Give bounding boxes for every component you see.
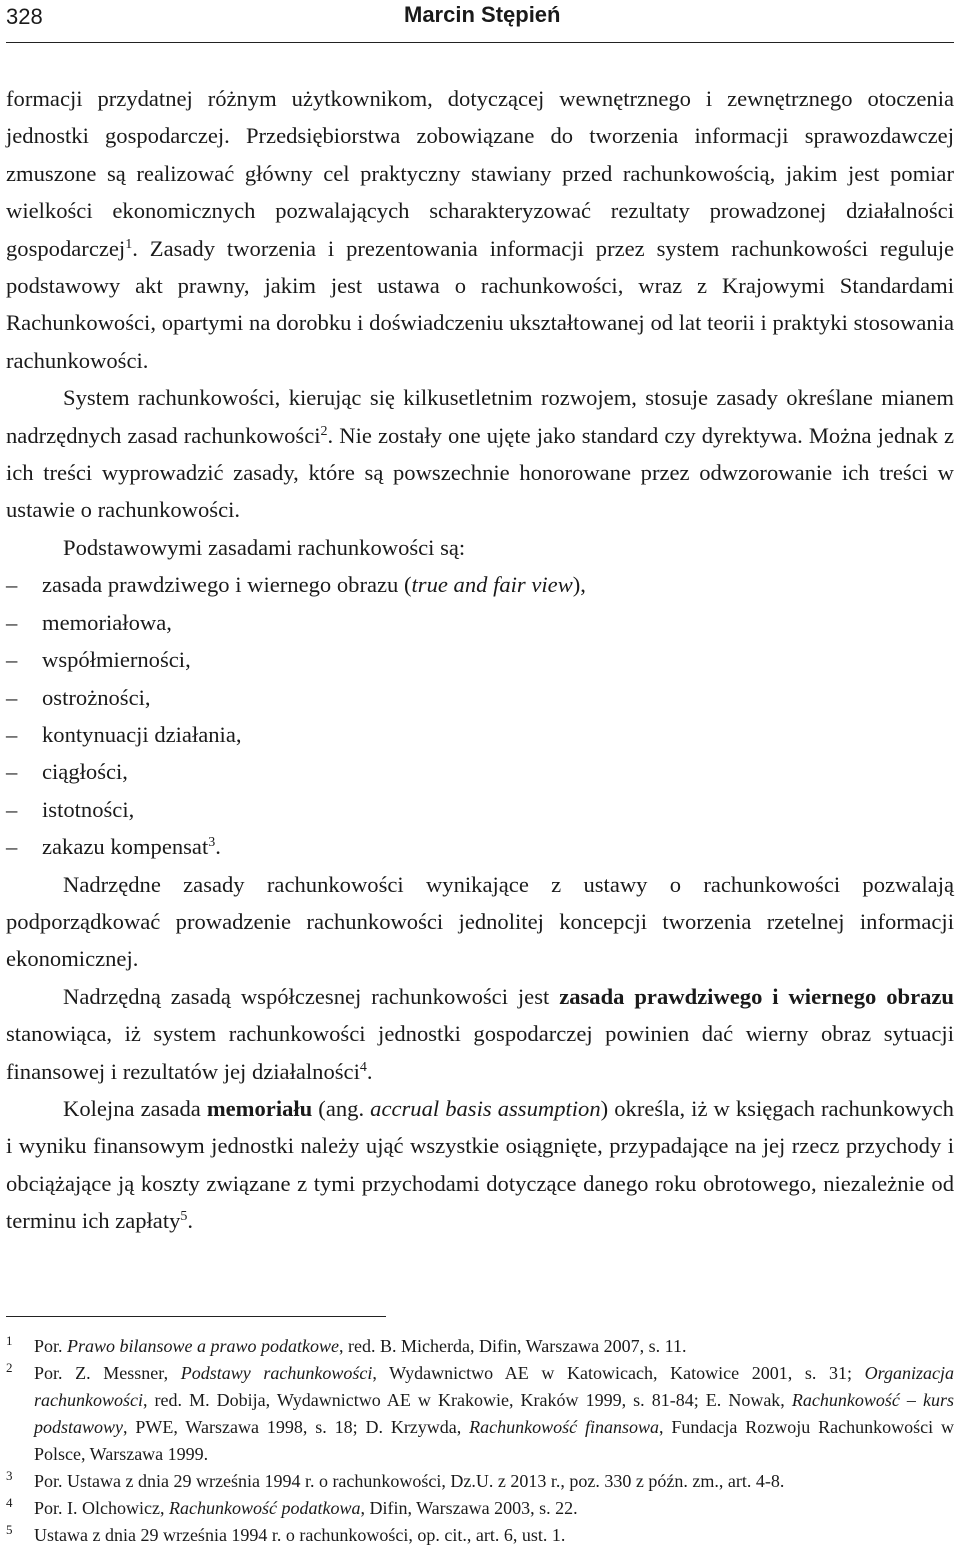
footnotes — [6, 1333, 954, 1549]
running-header — [6, 0, 954, 40]
list-item — [6, 716, 954, 753]
list-item — [6, 828, 954, 865]
footnote-title: Rachunkowość finansowa — [469, 1417, 660, 1437]
footnote-text: , red. B. Micherda, Difin, Warszawa 2007, s. 11. — [339, 1336, 687, 1356]
footnote-text: Por. I. Olchowicz, — [34, 1498, 169, 1518]
footnote-title: Organizacja rachunkowości — [34, 1363, 955, 1410]
list-item — [6, 604, 954, 641]
dash-bullet: – — [6, 796, 18, 822]
paragraph — [6, 379, 954, 529]
header-rule — [6, 42, 954, 43]
footnote-5 — [6, 1522, 954, 1549]
footnote-text: Por. Z. Messner, — [34, 1363, 181, 1383]
list-item-text: memoriałowa, — [42, 609, 172, 635]
list-item — [6, 679, 954, 716]
footnote-ref[interactable]: 2 — [320, 423, 328, 439]
paragraph — [6, 1090, 954, 1240]
footnote-title: Podstawy rachunkowości — [180, 1363, 373, 1383]
paragraph — [6, 866, 954, 978]
dash-bullet: – — [6, 834, 18, 860]
footnote-number: 3 — [6, 1468, 13, 1483]
footnote-title: Rachunkowość – kurs podstawowy — [34, 1390, 954, 1437]
footnote-text: , Fundacja Rozwoju Rachunkowości w Polsce, Warszawa 1999. — [34, 1417, 954, 1464]
paragraph-text: Nadrzędną zasadą współczesnej rachunkowości jest — [63, 983, 560, 1009]
list-item — [6, 641, 954, 678]
paragraph-text: Kolejna zasada — [63, 1095, 207, 1121]
paragraph-text: . — [187, 1208, 194, 1234]
footnote-separator — [6, 1316, 386, 1317]
dash-bullet: – — [6, 647, 18, 673]
list-item-text: ciągłości, — [42, 759, 128, 785]
dash-bullet: – — [6, 759, 18, 785]
footnote-ref[interactable]: 3 — [208, 835, 216, 851]
italic-term: accrual basis assumption — [370, 1095, 601, 1121]
footnote-text: Ustawa z dnia 29 września 1994 r. o rachunkowości, op. cit., art. 6, ust. 1. — [34, 1525, 566, 1545]
footnote-ref[interactable]: 4 — [359, 1059, 367, 1075]
list-item-text: zakazu kompensat — [42, 834, 209, 860]
footnote-text: , red. M. Dobija, Wydawnictwo AE w Krakowie, Kraków 1999, s. 81-84; E. Nowak, — [142, 1390, 792, 1410]
paragraph-text: . Zasady tworzenia i prezentowania informacji przez system rachunkowości reguluje podstawowy akt prawny, jakim jest ustawa o rachunkowości, wraz z Krajowymi Standardami Rachunkowości, opartymi na dorobku i doświadczeniu ukształtowanej od lat teorii i praktyki stosowania rachunkowości. — [6, 235, 954, 373]
paragraph-text: (ang. — [312, 1095, 371, 1121]
list-item-text: ostrożności, — [42, 684, 151, 710]
footnote-1 — [6, 1333, 954, 1360]
paragraph-text: Podstawowymi zasadami rachunkowości są: — [63, 534, 466, 560]
footnote-text: Por. — [34, 1336, 68, 1356]
paragraph-text: formacji przydatnej różnym użytkownikom, dotyczącej wewnętrznego i zewnętrznego otoczenia jednostki gospodarczej. Przedsiębiorstwa zobowiązane do tworzenia informacji sprawozdawczej zmuszone są realizować główny cel praktyczny stawiany przed rachunkowością, jakim jest pomiar wielkości ekonomicznych pozwalających scharakteryzować rezultaty prowadzonej działalności gospodarczej — [6, 86, 954, 261]
dash-bullet: – — [6, 684, 18, 710]
bold-term: zasada prawdziwego i wiernego obrazu — [559, 983, 954, 1009]
paragraph-text: System rachunkowości, kierując się kilkusetletnim rozwojem, stosuje zasady określane mianem nadrzędnych zasad rachunkowości — [6, 385, 954, 448]
list-item — [6, 566, 954, 603]
list-item-text: istotności, — [42, 796, 135, 822]
list-item-text: kontynuacji działania, — [42, 721, 242, 747]
footnote-4 — [6, 1495, 954, 1522]
footnote-number: 4 — [6, 1495, 13, 1510]
list-item-text: współmierności, — [42, 647, 191, 673]
list-item-text: zasada prawdziwego i wiernego obrazu ( — [42, 572, 412, 598]
paragraph-text: . — [366, 1058, 373, 1084]
footnote-text: , Difin, Warszawa 2003, s. 22. — [360, 1498, 578, 1518]
footnote-3 — [6, 1468, 954, 1495]
dash-bullet: – — [6, 609, 18, 635]
footnote-text: , PWE, Warszawa 1998, s. 18; D. Krzywda, — [123, 1417, 470, 1437]
page-number: 328 — [6, 4, 43, 29]
paragraph — [6, 529, 954, 566]
footnote-ref[interactable]: 1 — [125, 236, 133, 252]
principles-list — [6, 566, 954, 865]
paragraph-text: Nadrzędne zasady rachunkowości wynikające z ustawy o rachunkowości pozwalają podporządkować prowadzenie rachunkowości jednolitej koncepcji tworzenia rzetelnej informacji ekonomicznej. — [6, 871, 954, 972]
list-item-italic: true and fair view — [411, 572, 573, 598]
paragraph-text: . Nie zostały one ujęte jako standard czy dyrektywa. Można jednak z ich treści wyprowadzić zasady, które są powszechnie honorowane przez odwzorowanie ich treści w ustawie o rachunkowości. — [6, 422, 954, 523]
footnote-text: , Wydawnictwo AE w Katowicach, Katowice 2001, s. 31; — [372, 1363, 865, 1383]
footnote-ref[interactable]: 5 — [180, 1209, 188, 1225]
bold-term: memoriału — [206, 1095, 313, 1121]
list-item-text: . — [215, 834, 221, 860]
paragraph-text: ) określa, iż w księgach rachunkowych i wyniku finansowym jednostki należy ująć wszystkie osiągnięte, przypadające na jej rzecz przychody i obciążające ją koszty związane z tymi przychodami dotyczące danego roku obrotowego, niezależnie od terminu ich zapłaty — [6, 1095, 954, 1234]
footnote-text: Por. Ustawa z dnia 29 września 1994 r. o rachunkowości, Dz.U. z 2013 r., poz. 330 z późn. zm., art. 4-8. — [34, 1471, 785, 1491]
body-text — [6, 80, 954, 1240]
running-header-author: Marcin Stępień — [404, 2, 561, 27]
footnote-number: 5 — [6, 1522, 13, 1537]
dash-bullet: – — [6, 721, 18, 747]
list-item — [6, 753, 954, 790]
footnote-2 — [6, 1360, 954, 1468]
paragraph-text: stanowiąca, iż system rachunkowości jednostki gospodarczej powinien dać wierny obraz sytuacji finansowej i rezultatów jej działalności — [6, 1021, 954, 1084]
paragraph — [6, 80, 954, 379]
footnote-number: 1 — [6, 1333, 13, 1348]
footnote-number: 2 — [6, 1360, 13, 1375]
list-item-text: ), — [572, 572, 586, 598]
footnote-title: Rachunkowość podatkowa — [168, 1498, 361, 1518]
paragraph — [6, 978, 954, 1090]
dash-bullet: – — [6, 572, 18, 598]
footnote-title: Prawo bilansowe a prawo podatkowe — [67, 1336, 340, 1356]
list-item — [6, 791, 954, 828]
